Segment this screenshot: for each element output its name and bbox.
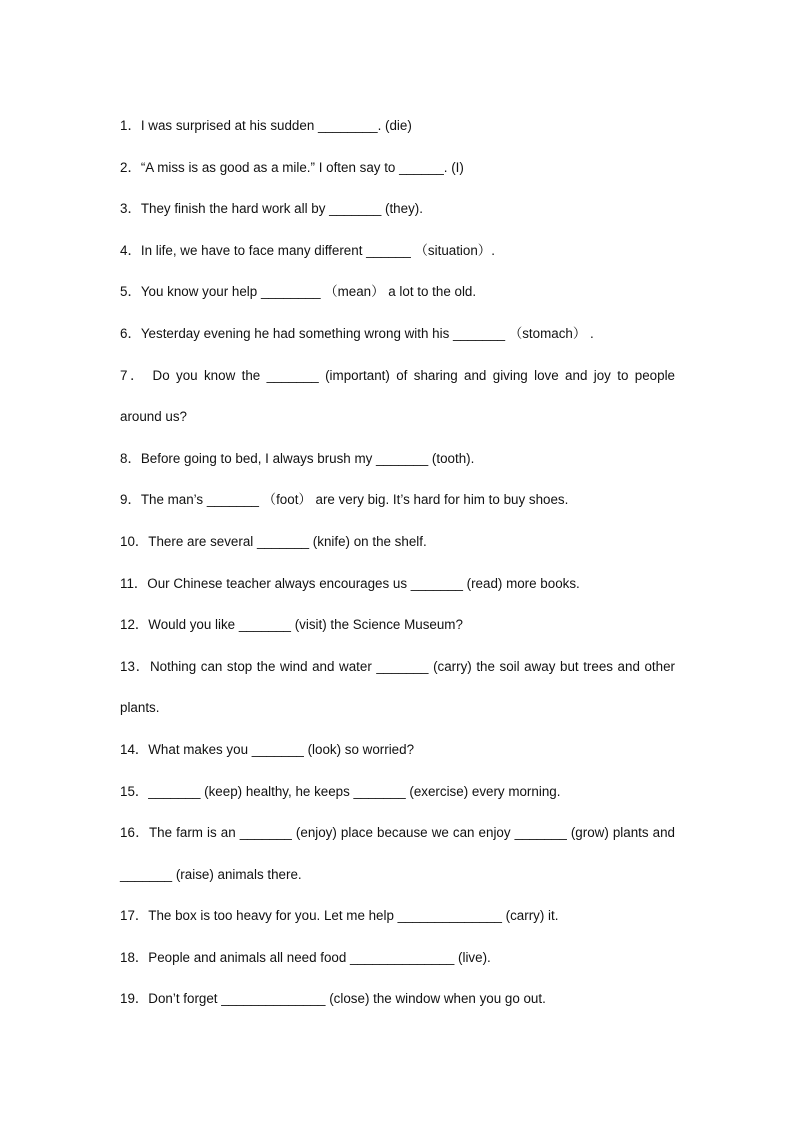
exercise-item: [120, 729, 675, 771]
exercise-text: The man’s _______ （foot） are very big. It’s hard for him to buy shoes.: [140, 492, 569, 508]
exercise-text: Our Chinese teacher always encourages us _______ (read) more books.: [147, 575, 580, 591]
exercise-number: 15．: [120, 783, 149, 799]
exercise-item: [120, 771, 675, 813]
exercise-text: The farm is an _______ (enjoy) place because we can enjoy _______ (grow) plants and _______ (raise) animals there.: [120, 825, 675, 882]
exercise-number: 12．: [120, 617, 149, 633]
exercise-number: 17．: [120, 908, 149, 924]
exercise-item: [120, 230, 675, 272]
exercise-item: [120, 978, 675, 1020]
exercise-number: 6．: [120, 325, 141, 341]
exercise-number: 14．: [120, 741, 149, 757]
exercise-text: They finish the hard work all by _______ (they).: [140, 201, 423, 217]
exercise-text: Would you like _______ (visit) the Science Museum?: [148, 617, 463, 633]
exercise-number: 4．: [120, 242, 141, 258]
exercise-item: [120, 438, 675, 480]
exercise-text: _______ (keep) healthy, he keeps _______ (exercise) every morning.: [148, 783, 561, 799]
exercise-number: 8．: [120, 450, 141, 466]
exercise-number: 5．: [120, 284, 141, 300]
exercise-item: [120, 188, 675, 230]
exercise-number: 18．: [120, 949, 149, 965]
exercise-item: [120, 812, 675, 895]
exercise-number: 10．: [120, 533, 149, 549]
exercise-text: Nothing can stop the wind and water _______ (carry) the soil away but trees and other plants.: [120, 658, 675, 716]
exercise-number: 1．: [120, 118, 141, 133]
exercise-number: 2．: [120, 159, 141, 175]
exercise-item: [120, 937, 675, 979]
exercise-item: [120, 646, 675, 729]
exercise-number: 16．: [120, 825, 149, 841]
exercise-item: [120, 147, 675, 189]
exercise-text: You know your help ________ （mean） a lot to the old.: [140, 284, 477, 300]
exercise-text: In life, we have to face many different ______ （situation）.: [140, 242, 495, 258]
exercise-text: Don’t forget ______________ (close) the window when you go out.: [148, 991, 546, 1007]
exercise-item: [120, 105, 675, 147]
exercise-text: Before going to bed, I always brush my _______ (tooth).: [140, 450, 475, 466]
exercise-item: [120, 563, 675, 605]
exercise-text: Do you know the _______ (important) of sharing and giving love and joy to people around us?: [120, 367, 676, 425]
exercise-item: [120, 355, 675, 438]
exercise-text: I was surprised at his sudden ________. (die): [140, 118, 412, 133]
exercise-text: Yesterday evening he had something wrong with his _______ （stomach） .: [140, 325, 594, 341]
exercise-number: 13．: [120, 658, 151, 674]
exercise-number: 19．: [120, 991, 149, 1007]
exercise-item: [120, 479, 675, 521]
exercise-list: [120, 105, 675, 1020]
exercise-text: What makes you _______ (look) so worried?: [148, 741, 415, 757]
exercise-number: 7．: [120, 367, 147, 383]
exercise-item: [120, 271, 675, 313]
exercise-text: People and animals all need food ______________ (live).: [148, 949, 491, 965]
exercise-item: [120, 895, 675, 937]
exercise-number: 9．: [120, 492, 141, 508]
exercise-item: [120, 604, 675, 646]
exercise-number: 11．: [120, 575, 148, 591]
exercise-text: The box is too heavy for you. Let me help ______________ (carry) it.: [148, 908, 559, 924]
exercise-text: There are several _______ (knife) on the shelf.: [148, 533, 427, 549]
exercise-text: “A miss is as good as a mile.” I often say to ______. (I): [140, 159, 464, 175]
exercise-number: 3．: [120, 201, 141, 217]
exercise-item: [120, 521, 675, 563]
exercise-item: [120, 313, 675, 355]
